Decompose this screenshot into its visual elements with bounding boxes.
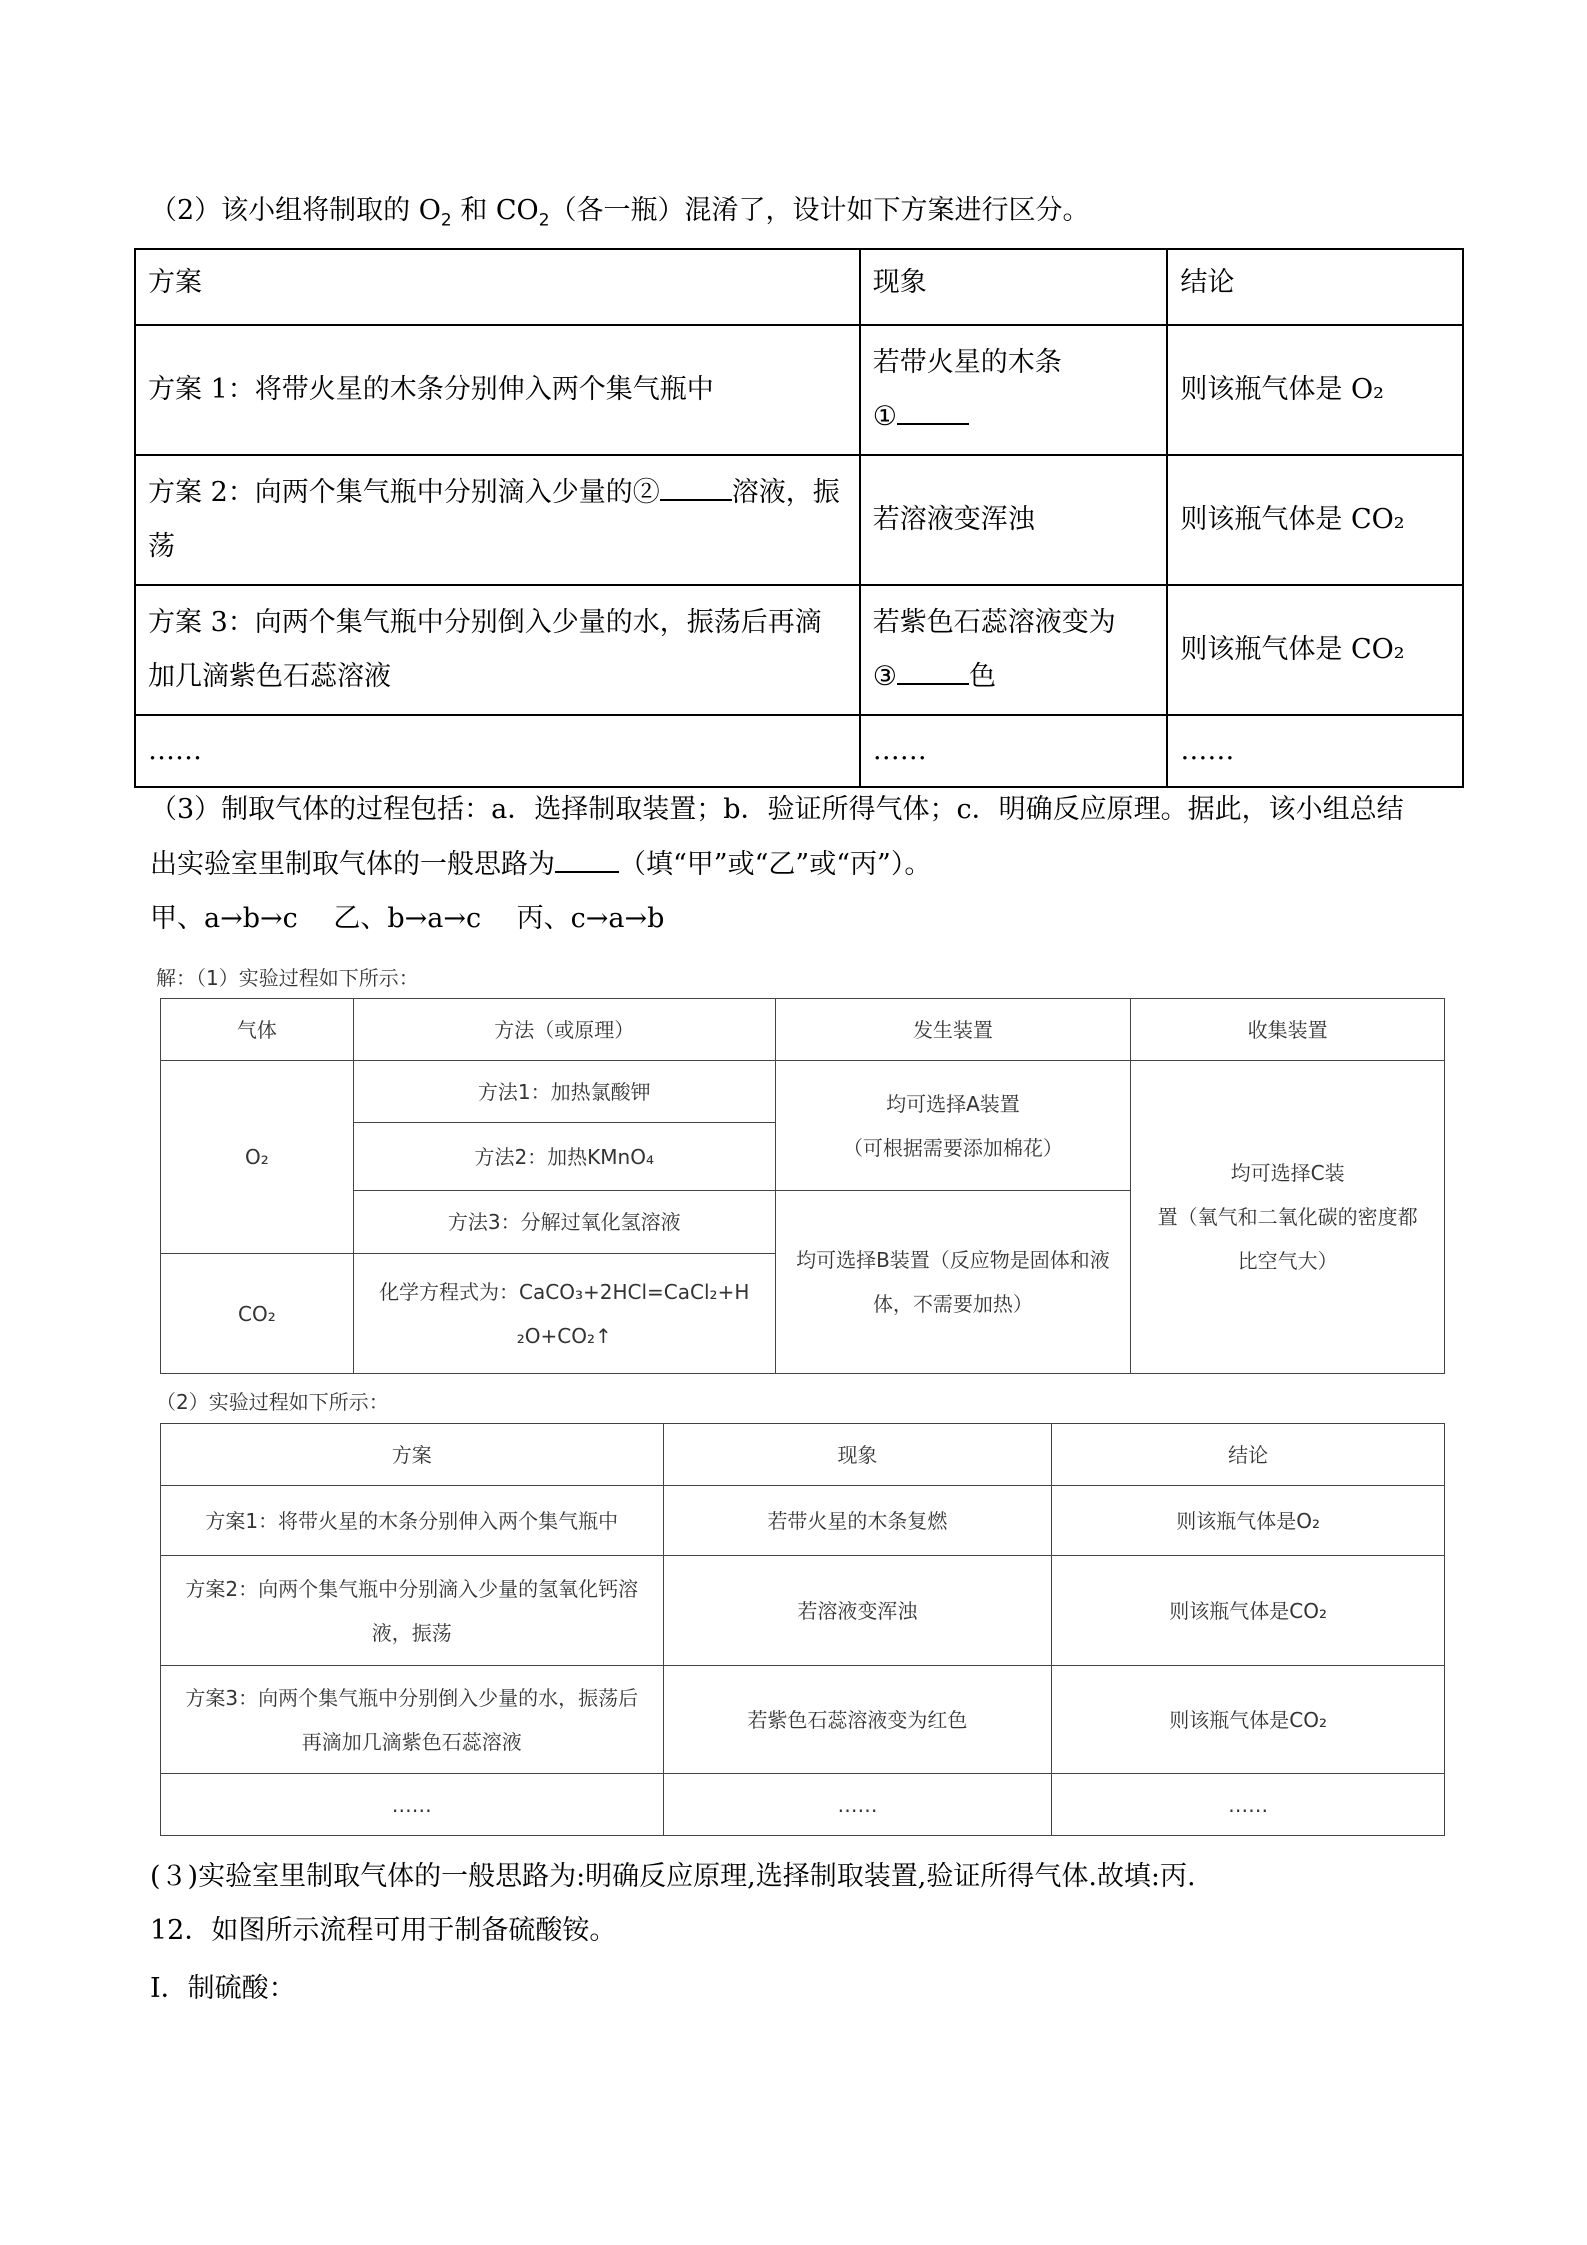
table-row bbox=[161, 1774, 1445, 1836]
conclusion-2: 则该瓶气体是 CO₂ bbox=[1167, 455, 1463, 585]
ellipsis-cell: …… bbox=[1167, 715, 1463, 787]
phenomenon-1: 若带火星的木条 ① bbox=[860, 325, 1168, 455]
header-gas: 气体 bbox=[161, 999, 354, 1061]
generator-b: 均可选择B装置（反应物是固体和液 体，不需要加热） bbox=[775, 1191, 1131, 1374]
co2-equation: 化学方程式为：CaCO₃+2HCl=CaCl₂+H ₂O+CO₂↑ bbox=[353, 1254, 775, 1374]
gas-co2: CO₂ bbox=[161, 1254, 354, 1374]
solution-label-1: 解：（1）实验过程如下所示： bbox=[156, 966, 419, 990]
solution-answer-3: (３)实验室里制取气体的一般思路为:明确反应原理,选择制取装置,验证所得气体.故填:丙. bbox=[150, 1861, 1196, 1892]
ellipsis-cell: …… bbox=[161, 1774, 664, 1836]
ellipsis-cell: …… bbox=[663, 1774, 1052, 1836]
plan-3: 方案 3：向两个集气瓶中分别倒入少量的水，振荡后再滴 加几滴紫色石蕊溶液 bbox=[135, 585, 860, 715]
method-2: 方法2：加热KMnO₄ bbox=[353, 1123, 775, 1191]
plan-1: 方案 1：将带火星的木条分别伸入两个集气瓶中 bbox=[135, 325, 860, 455]
question-3-line1: （3）制取气体的过程包括：a．选择制取装置；b．验证所得气体；c．明确反应原理。据此，该小组总结 bbox=[150, 794, 1404, 825]
blank-marker-2: ② bbox=[632, 477, 660, 508]
ellipsis-cell: …… bbox=[860, 715, 1168, 787]
header-phenomenon: 现象 bbox=[663, 1424, 1052, 1486]
solution-table-2 bbox=[160, 1423, 1445, 1836]
question-3-options: 甲、a→b→c 乙、b→a→c 丙、c→a→b bbox=[150, 903, 665, 934]
table-row bbox=[135, 455, 1463, 585]
table-row bbox=[135, 585, 1463, 715]
ellipsis-cell: …… bbox=[1052, 1774, 1445, 1836]
solution-label-2: （2）实验过程如下所示： bbox=[156, 1390, 389, 1414]
table-row bbox=[135, 715, 1463, 787]
table-header-row bbox=[161, 1424, 1445, 1486]
phenomenon-3: 若紫色石蕊溶液变为红色 bbox=[663, 1666, 1052, 1774]
phenomenon-2: 若溶液变浑浊 bbox=[860, 455, 1168, 585]
table-header-row bbox=[135, 249, 1463, 325]
blank-marker-3: ③ bbox=[872, 661, 898, 692]
answer-blank-q3[interactable] bbox=[555, 849, 619, 873]
method-3: 方法3：分解过氧化氢溶液 bbox=[353, 1191, 775, 1254]
header-conclusion: 结论 bbox=[1167, 249, 1463, 325]
table-row bbox=[161, 1556, 1445, 1666]
phenomenon-3: 若紫色石蕊溶液变为 ③ 色 bbox=[860, 585, 1168, 715]
method-1: 方法1：加热氯酸钾 bbox=[353, 1061, 775, 1123]
table-row bbox=[135, 325, 1463, 455]
answer-blank-3[interactable] bbox=[897, 661, 969, 685]
plan-3: 方案3：向两个集气瓶中分别倒入少量的水，振荡后 再滴加几滴紫色石蕊溶液 bbox=[161, 1666, 664, 1774]
plan-2: 方案 2：向两个集气瓶中分别滴入少量的② 溶液，振 荡 bbox=[135, 455, 860, 585]
header-plan: 方案 bbox=[161, 1424, 664, 1486]
gas-o2: O₂ bbox=[161, 1061, 354, 1254]
header-phenomenon: 现象 bbox=[860, 249, 1168, 325]
ellipsis-cell: …… bbox=[135, 715, 860, 787]
question-12-stem: 12．如图所示流程可用于制备硫酸铵。 bbox=[150, 1915, 617, 1946]
table-row bbox=[161, 1486, 1445, 1556]
question-2-intro: （2）该小组将制取的 $O_2$ 和 $CO_2$（各一瓶）混淆了，设计如下方案进行区分。 bbox=[150, 195, 1090, 231]
conclusion-2: 则该瓶气体是CO₂ bbox=[1052, 1556, 1445, 1666]
question-3-line2: 出实验室里制取气体的一般思路为 （填“甲”或“乙”或“丙”）。 bbox=[150, 849, 932, 880]
header-method: 方法（或原理） bbox=[353, 999, 775, 1061]
plan-1: 方案1：将带火星的木条分别伸入两个集气瓶中 bbox=[161, 1486, 664, 1556]
phenomenon-2: 若溶液变浑浊 bbox=[663, 1556, 1052, 1666]
header-conclusion: 结论 bbox=[1052, 1424, 1445, 1486]
header-generator: 发生装置 bbox=[775, 999, 1131, 1061]
table-row bbox=[161, 1061, 1445, 1123]
plan-2: 方案2：向两个集气瓶中分别滴入少量的氢氧化钙溶 液，振荡 bbox=[161, 1556, 664, 1666]
question-2-table bbox=[134, 248, 1464, 788]
blank-marker-1: ① bbox=[872, 401, 898, 432]
phenomenon-1: 若带火星的木条复燃 bbox=[663, 1486, 1052, 1556]
solution-table-1 bbox=[160, 998, 1445, 1374]
table-header-row bbox=[161, 999, 1445, 1061]
conclusion-1: 则该瓶气体是O₂ bbox=[1052, 1486, 1445, 1556]
conclusion-1: 则该瓶气体是 O₂ bbox=[1167, 325, 1463, 455]
collector-c: 均可选择C装 置（氧气和二氧化碳的密度都 比空气大） bbox=[1131, 1061, 1445, 1374]
answer-blank-2[interactable] bbox=[660, 477, 732, 501]
answer-blank-1[interactable] bbox=[897, 401, 969, 425]
conclusion-3: 则该瓶气体是CO₂ bbox=[1052, 1666, 1445, 1774]
conclusion-3: 则该瓶气体是 CO₂ bbox=[1167, 585, 1463, 715]
header-plan: 方案 bbox=[135, 249, 860, 325]
generator-a: 均可选择A装置 （可根据需要添加棉花） bbox=[775, 1061, 1131, 1191]
table-row bbox=[161, 1666, 1445, 1774]
question-12-part1: Ⅰ．制硫酸： bbox=[150, 1973, 296, 2004]
header-collector: 收集装置 bbox=[1131, 999, 1445, 1061]
